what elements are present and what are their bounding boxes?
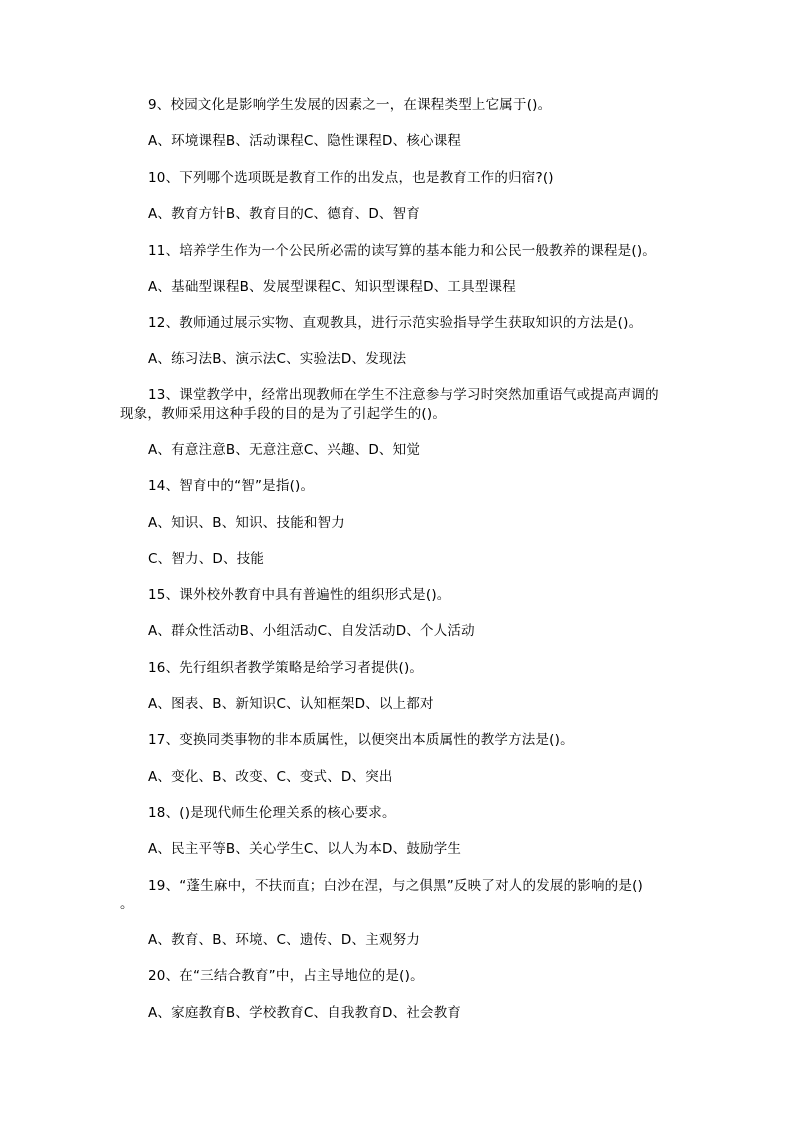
question-9: 9、校园文化是影响学生发展的因素之一，在课程类型上它属于()。 <box>148 97 552 113</box>
question-10: 10、下列哪个选项既是教育工作的出发点，也是教育工作的归宿?() <box>148 170 554 186</box>
question-19-line-2: 。 <box>120 896 134 912</box>
options-9: A、环境课程B、活动课程C、隐性课程D、核心课程 <box>148 133 462 149</box>
question-13-line-1: 13、课堂教学中，经常出现教师在学生不注意参与学习时突然加重语气或提高声调的 <box>148 387 659 403</box>
question-16: 16、先行组织者教学策略是给学习者提供()。 <box>148 660 424 676</box>
options-20: A、家庭教育B、学校教育C、自我教育D、社会教育 <box>148 1005 462 1021</box>
options-15: A、群众性活动B、小组活动C、自发活动D、个人活动 <box>148 623 475 639</box>
question-18: 18、()是现代师生伦理关系的核心要求。 <box>148 805 396 821</box>
options-11: A、基础型课程B、发展型课程C、知识型课程D、工具型课程 <box>148 279 516 295</box>
options-10: A、教育方针B、教育目的C、德育、D、智育 <box>148 206 421 222</box>
options-14-line-1: A、知识、B、知识、技能和智力 <box>148 515 345 531</box>
options-19: A、教育、B、环境、C、遗传、D、主观努力 <box>148 932 421 948</box>
question-20: 20、在“三结合教育”中，占主导地位的是()。 <box>148 968 424 984</box>
options-18: A、民主平等B、关心学生C、以人为本D、鼓励学生 <box>148 841 462 857</box>
question-13-line-2: 现象，教师采用这种手段的目的是为了引起学生的()。 <box>120 406 447 422</box>
question-19-line-1: 19、“蓬生麻中，不扶而直；白沙在涅，与之俱黑”反映了对人的发展的影响的是() <box>148 878 643 894</box>
question-17: 17、变换同类事物的非本质属性，以便突出本质属性的教学方法是()。 <box>148 732 574 748</box>
question-14: 14、智育中的“智”是指()。 <box>148 478 315 494</box>
question-12: 12、教师通过展示实物、直观教具，进行示范实验指导学生获取知识的方法是()。 <box>148 315 643 331</box>
options-16: A、图表、B、新知识C、认知框架D、以上都对 <box>148 696 434 712</box>
question-15: 15、课外校外教育中具有普遍性的组织形式是()。 <box>148 587 451 603</box>
options-17: A、变化、B、改变、C、变式、D、突出 <box>148 769 393 785</box>
options-12: A、练习法B、演示法C、实验法D、发现法 <box>148 351 407 367</box>
options-14-line-2: C、智力、D、技能 <box>148 551 265 567</box>
options-13: A、有意注意B、无意注意C、兴趣、D、知觉 <box>148 442 421 458</box>
question-11: 11、培养学生作为一个公民所必需的读写算的基本能力和公民一般教养的课程是()。 <box>148 243 657 259</box>
